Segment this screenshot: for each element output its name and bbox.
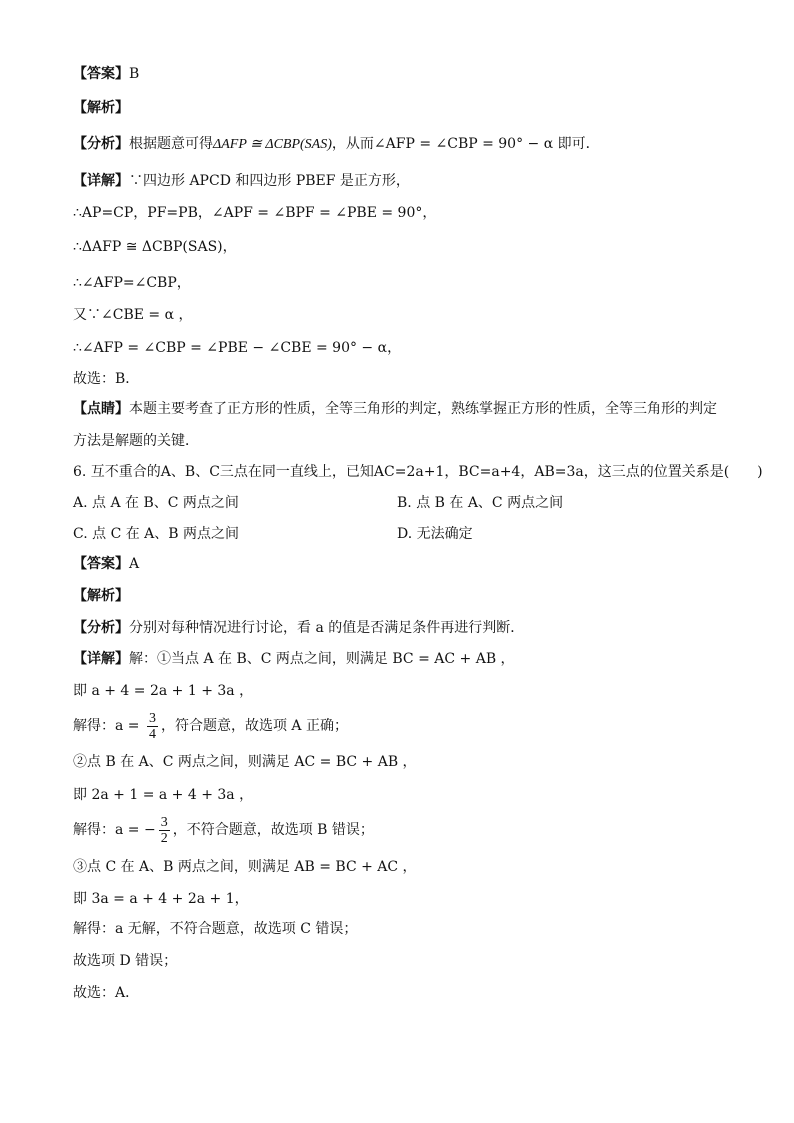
answer-value: B bbox=[129, 66, 140, 82]
fraction-numerator: 3 bbox=[160, 814, 168, 830]
q6-option-a: A. 点 A 在 B、C 两点之间 bbox=[73, 495, 239, 511]
q6-detail-line-5: 即 2a + 1 = a + 4 + 3a ， bbox=[73, 787, 254, 803]
q5-detail-line-4: ∴∠AFP=∠CBP， bbox=[73, 275, 191, 291]
detail-text-1: 解：①当点 A 在 B、C 两点之间，则满足 BC = AC + AB ， bbox=[129, 651, 515, 667]
q5-analysis-line bbox=[73, 134, 600, 154]
q5-detail-line-1 bbox=[73, 171, 410, 191]
detail-label: 【详解】 bbox=[73, 651, 129, 667]
detail-label: 【详解】 bbox=[73, 173, 129, 189]
comment-label: 【点睛】 bbox=[73, 401, 129, 417]
analysis-label: 【分析】 bbox=[73, 136, 129, 152]
fraction-numerator: 3 bbox=[148, 710, 156, 726]
analysis-text-c: ，从而∠AFP = ∠CBP = 90° − α 即可． bbox=[331, 136, 600, 152]
q5-detail-line-3: ∴ΔAFP ≅ ΔCBP(SAS)， bbox=[73, 239, 237, 255]
solve-text-a: 解得：a = bbox=[73, 718, 144, 734]
analysis-label: 【分析】 bbox=[73, 620, 129, 636]
q6-detail-line-11: 故选：A． bbox=[73, 985, 140, 1001]
q6-detail-line-2: 即 a + 4 = 2a + 1 + 3a ， bbox=[73, 683, 254, 699]
q5-detail-line-6: ∴∠AFP = ∠CBP = ∠PBE − ∠CBE = 90° − α， bbox=[73, 340, 402, 356]
answer-label: 【答案】 bbox=[73, 556, 129, 572]
q6-detail-line-6 bbox=[73, 812, 374, 848]
solve-text-b: ，不符合题意，故选项 B 错误； bbox=[172, 822, 374, 838]
analysis-text-a: 根据题意可得 bbox=[129, 136, 213, 152]
fraction-three-quarters bbox=[147, 711, 158, 742]
q6-detail-line-4: ②点 B 在 A、C 两点之间，则满足 AC = BC + AB ， bbox=[73, 754, 417, 770]
q6-option-c: C. 点 C 在 A、B 两点之间 bbox=[73, 526, 240, 542]
answer-value: A bbox=[129, 556, 140, 572]
q6-option-b: B. 点 B 在 A、C 两点之间 bbox=[397, 495, 564, 511]
detail-text-1: ∵四边形 APCD 和四边形 PBEF 是正方形， bbox=[129, 173, 410, 189]
q6-analysis-line bbox=[73, 618, 524, 638]
q5-detail-line-2: ∴AP=CP，PF=PB，∠APF = ∠BPF = ∠PBE = 90°， bbox=[73, 205, 437, 221]
comment-text-1: 本题主要考查了正方形的性质，全等三角形的判定，熟练掌握正方形的性质，全等三角形的判定 bbox=[129, 401, 717, 417]
q6-option-d: D. 无法确定 bbox=[397, 526, 473, 542]
fraction-denominator: 2 bbox=[160, 830, 168, 846]
q6-answer-line bbox=[73, 554, 139, 574]
q6-detail-line-1 bbox=[73, 649, 515, 669]
q5-detail-line-7: 故选：B． bbox=[73, 371, 140, 387]
fraction-three-halves bbox=[159, 815, 170, 846]
analysis-formula: ΔAFP ≅ ΔCBP(SAS) bbox=[213, 137, 332, 152]
solve-text-a: 解得：a = − bbox=[73, 822, 156, 838]
q5-comment-line-1 bbox=[73, 399, 717, 419]
q5-answer-line bbox=[73, 64, 139, 84]
q6-jiexi-label: 【解析】 bbox=[73, 588, 129, 604]
q6-detail-line-7: ③点 C 在 A、B 两点之间，则满足 AB = BC + AC ， bbox=[73, 859, 417, 875]
answer-label: 【答案】 bbox=[73, 66, 129, 82]
q6-detail-line-8: 即 3a = a + 4 + 2a + 1， bbox=[73, 891, 249, 907]
q5-jiexi-label: 【解析】 bbox=[73, 100, 129, 116]
q6-detail-line-10: 故选项 D 错误； bbox=[73, 953, 178, 969]
fraction-denominator: 4 bbox=[148, 726, 156, 742]
q6-detail-line-9: 解得：a 无解，不符合题意，故选项 C 错误； bbox=[73, 921, 358, 937]
q6-stem: 6. 互不重合的A、B、C三点在同一直线上，已知AC=2a+1，BC=a+4，AB=3a，这三点的位置关系是( ) bbox=[73, 464, 763, 480]
solve-text-b: ，符合题意，故选项 A 正确； bbox=[160, 718, 348, 734]
q5-detail-line-5: 又∵∠CBE = α ， bbox=[73, 307, 193, 323]
analysis-text: 分别对每种情况进行讨论，看 a 的值是否满足条件再进行判断． bbox=[129, 620, 525, 636]
q6-detail-line-3 bbox=[73, 708, 348, 744]
q5-comment-line-2: 方法是解题的关键． bbox=[73, 433, 199, 449]
